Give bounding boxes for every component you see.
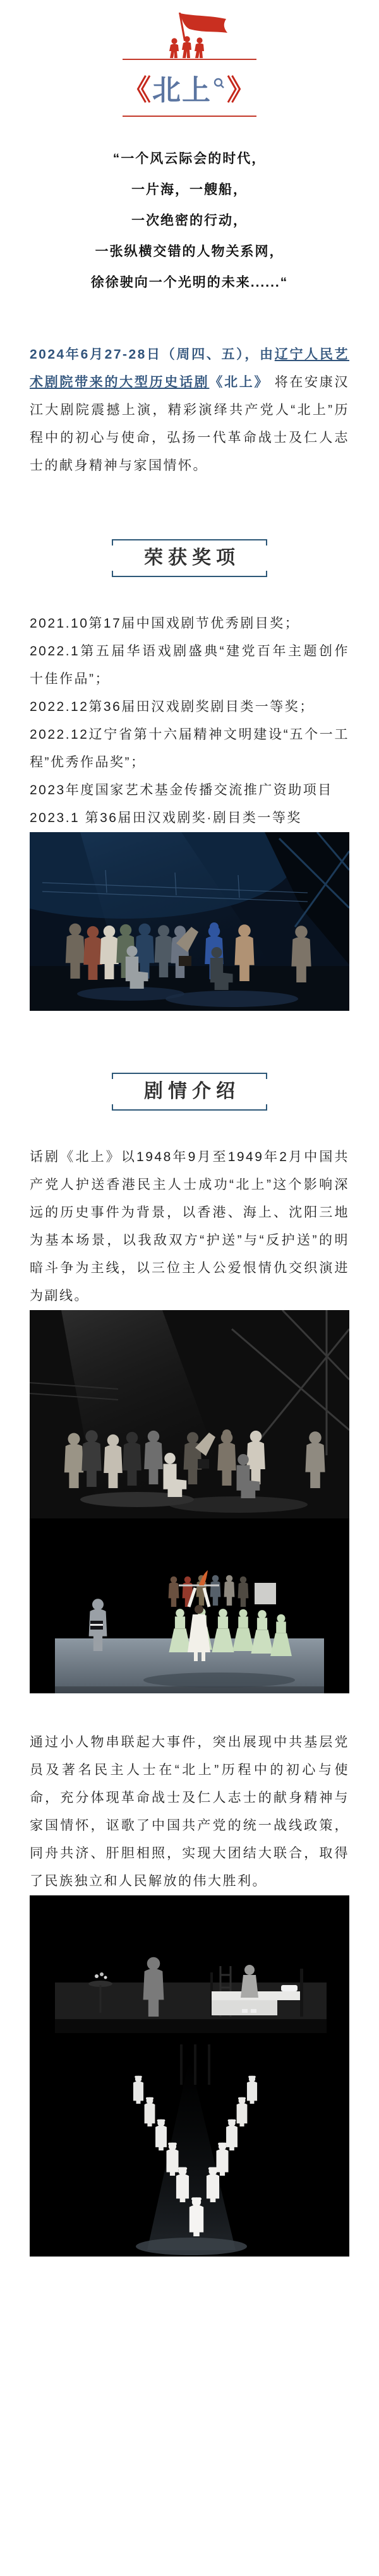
quote-line: 一张纵横交错的人物关系网，	[95, 244, 284, 259]
award-item: 2023.1 第36届田汉戏剧奖·剧目类一等奖	[30, 811, 302, 825]
quote-line: 一次绝密的行动，	[131, 213, 248, 228]
award-item: 2023年度国家艺术基金传播交流推广资助项目	[30, 783, 333, 797]
section-badge-plot	[112, 1073, 267, 1111]
section-badge-awards	[112, 539, 267, 577]
quote-line: 一片海，一艘船，	[131, 182, 248, 197]
quote-line: 徐徐驶向一个光明的未来......“	[90, 275, 289, 290]
flag-icon	[133, 11, 246, 59]
red-divider-under-title	[123, 116, 256, 117]
search-icon[interactable]	[213, 77, 226, 90]
award-item: 2022.12辽宁省第十六届精神文明建设“五个一工程”优秀作品奖”；	[30, 727, 349, 770]
intro-rest: 将在安康汉江大剧院震撼上演，精彩演绎共产党人“北上”历程中的初心与使命，弘扬一代革命战士及仁人志士的献身精神与家国情怀。	[30, 375, 349, 473]
title-text: 北上	[152, 74, 212, 106]
theatre-link[interactable]: 辽宁人民艺术剧院带来的大型历史话剧	[30, 347, 350, 390]
award-item: 2022.1第五届华语戏剧盛典“建党百年主题创作十佳作品”；	[30, 644, 349, 686]
award-item: 2022.12第36届田汉戏剧奖剧目类一等奖；	[30, 700, 315, 714]
stage-photo-1[interactable]	[30, 832, 349, 1011]
badge-label: 荣获奖项	[144, 547, 240, 568]
quote-line: “一个风云际会的时代，	[112, 152, 267, 166]
page-title	[0, 74, 379, 107]
intro-date: 2024年6月27-28日（周四、五），由	[30, 347, 275, 362]
red-divider-top	[123, 59, 256, 60]
opening-quote	[0, 143, 379, 298]
title-bracket-close: 》	[227, 74, 257, 106]
stage-photo-2[interactable]	[30, 1310, 349, 1693]
badge-label: 剧情介绍	[144, 1081, 240, 1102]
award-item: 2021.10第17届中国戏剧节优秀剧目奖；	[30, 616, 300, 631]
stage-photo-3[interactable]	[30, 1895, 349, 2257]
title-bracket-open: 《	[122, 74, 152, 106]
intro-play-title: 《北上》	[209, 375, 270, 390]
plot-paragraph-2: 通过小人物串联起大事件，突出展现中共基层党员及著名民主人士在“北上”历程中的初心与使命，充分体现革命战士及仁人志士的献身精神与家国情怀，讴歌了中国共产党的统一战线政策，同舟共济、肝胆相照，实现大团结大联合，取得了民族独立和人民解放的伟大胜利。	[30, 1735, 349, 1888]
intro-paragraph	[30, 341, 349, 480]
awards-list	[30, 610, 349, 832]
plot-paragraph-1: 话剧《北上》以1948年9月至1949年2月中国共产党人护送香港民主人士成功“北上”这个影响深远的历史事件为背景，以香港、海上、沈阳三地为基本场景，以我敌双方“护送”与“反护送”的明暗斗争为主线，以三位主人公爱恨情仇交织演进为副线。	[30, 1150, 349, 1303]
